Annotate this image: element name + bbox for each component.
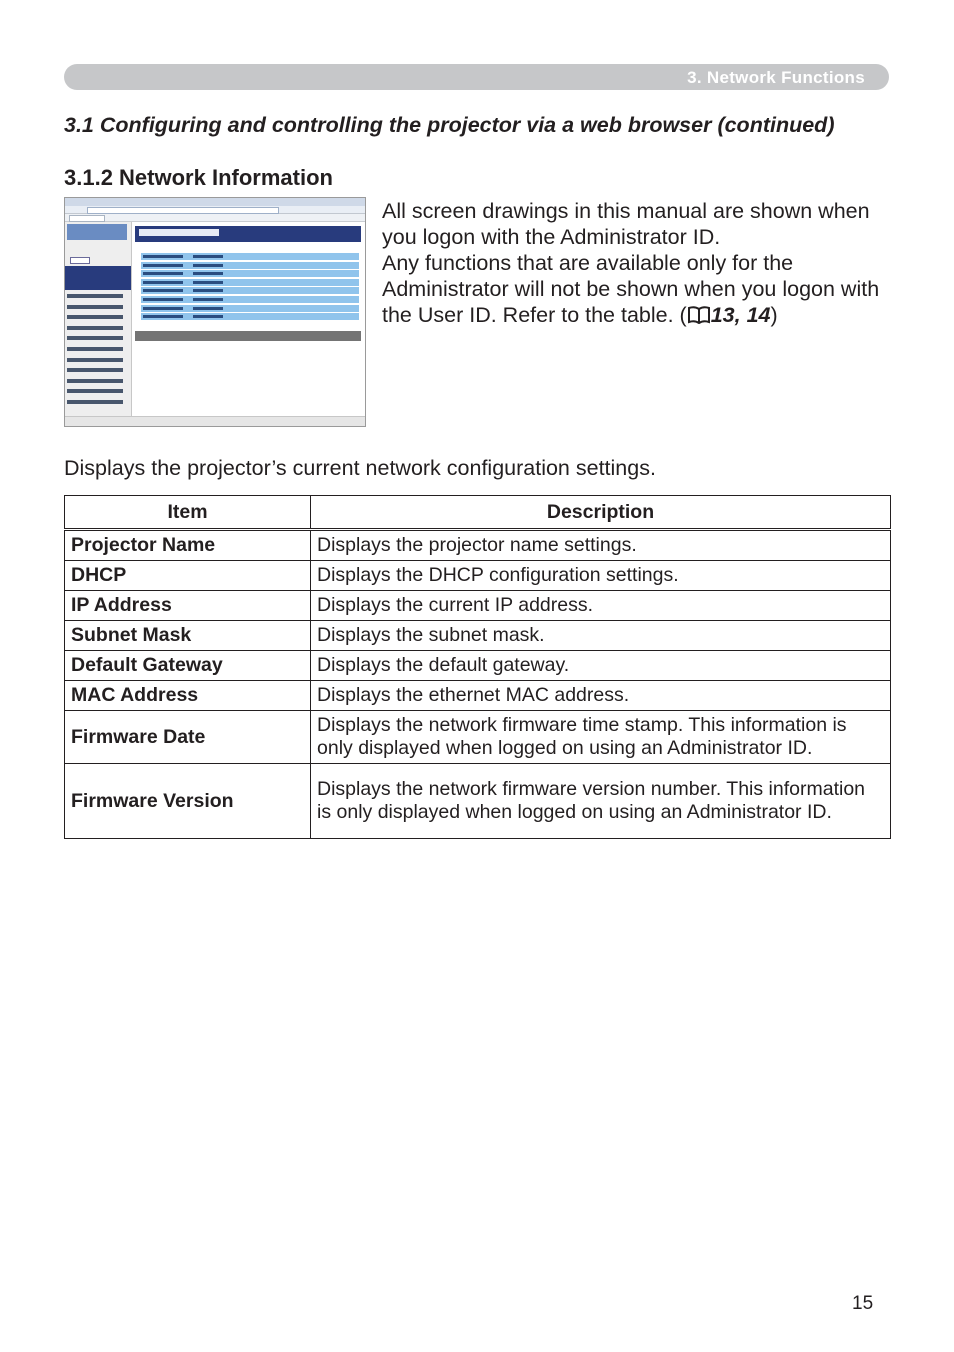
row-description: Displays the DHCP configuration settings. <box>311 561 891 591</box>
row-item: DHCP <box>65 561 311 591</box>
network-info-table <box>64 495 891 839</box>
row-item: IP Address <box>65 591 311 621</box>
intro-line-2-text: Any functions that are available only for the Administrator will not be shown when you logon with the User ID. Refer to the table. ( <box>382 251 880 327</box>
row-item: Firmware Version <box>65 764 311 839</box>
row-description: Displays the ethernet MAC address. <box>311 681 891 711</box>
web-browser-screenshot <box>64 197 366 427</box>
row-description: Displays the network firmware time stamp. This information is only displayed when logged on using an Administrator ID. <box>311 711 891 764</box>
table-row <box>65 711 891 764</box>
screenshot-status-bar <box>65 416 365 427</box>
row-description: Displays the current IP address. <box>311 591 891 621</box>
screenshot-selected-menu <box>65 266 131 290</box>
table-row <box>65 621 891 651</box>
row-item: Projector Name <box>65 530 311 561</box>
table-row <box>65 561 891 591</box>
row-description: Displays the subnet mask. <box>311 621 891 651</box>
section-label: 3. Network Functions <box>687 68 865 87</box>
row-description: Displays the default gateway. <box>311 651 891 681</box>
row-item: Default Gateway <box>65 651 311 681</box>
screenshot-info-rows <box>141 253 359 322</box>
table-row <box>65 591 891 621</box>
screenshot-menu-items <box>67 294 123 411</box>
intro-text <box>382 198 882 330</box>
subsection-title: 3.1.2 Network Information <box>64 165 333 190</box>
table-row <box>65 530 891 561</box>
row-description: Displays the projector name settings. <box>311 530 891 561</box>
row-item: MAC Address <box>65 681 311 711</box>
header-description: Description <box>311 496 891 530</box>
intro-line-2 <box>382 250 882 330</box>
section-title: 3.1 Configuring and controlling the projector via a web browser (continued) <box>64 113 835 137</box>
row-item: Subnet Mask <box>65 621 311 651</box>
screenshot-address-field <box>87 207 279 214</box>
screenshot-page-header <box>135 226 361 242</box>
intro-line-1: All screen drawings in this manual are shown when you logon with the Administrator ID. <box>382 199 870 249</box>
table-row <box>65 651 891 681</box>
header-bar <box>64 64 889 90</box>
header-item: Item <box>65 496 311 530</box>
screenshot-tab-bar <box>65 214 365 222</box>
screenshot-footer-bar <box>135 331 361 341</box>
table-row <box>65 681 891 711</box>
intro-line-2-close: ) <box>770 303 778 327</box>
row-description: Displays the network firmware version number. This information is only displayed when logged on using an Administrator ID. <box>311 764 891 839</box>
screenshot-tab <box>69 215 105 222</box>
table-row <box>65 764 891 839</box>
lead-text: Displays the projector’s current network configuration settings. <box>64 456 656 480</box>
screenshot-titlebar <box>65 198 365 206</box>
row-item: Firmware Date <box>65 711 311 764</box>
page-reference[interactable]: 13, 14 <box>710 303 771 327</box>
screenshot-logo <box>67 224 127 240</box>
book-icon <box>687 304 711 330</box>
page-number: 15 <box>852 1293 874 1314</box>
table-header-row <box>65 496 891 530</box>
screenshot-logoff-button <box>70 257 90 264</box>
